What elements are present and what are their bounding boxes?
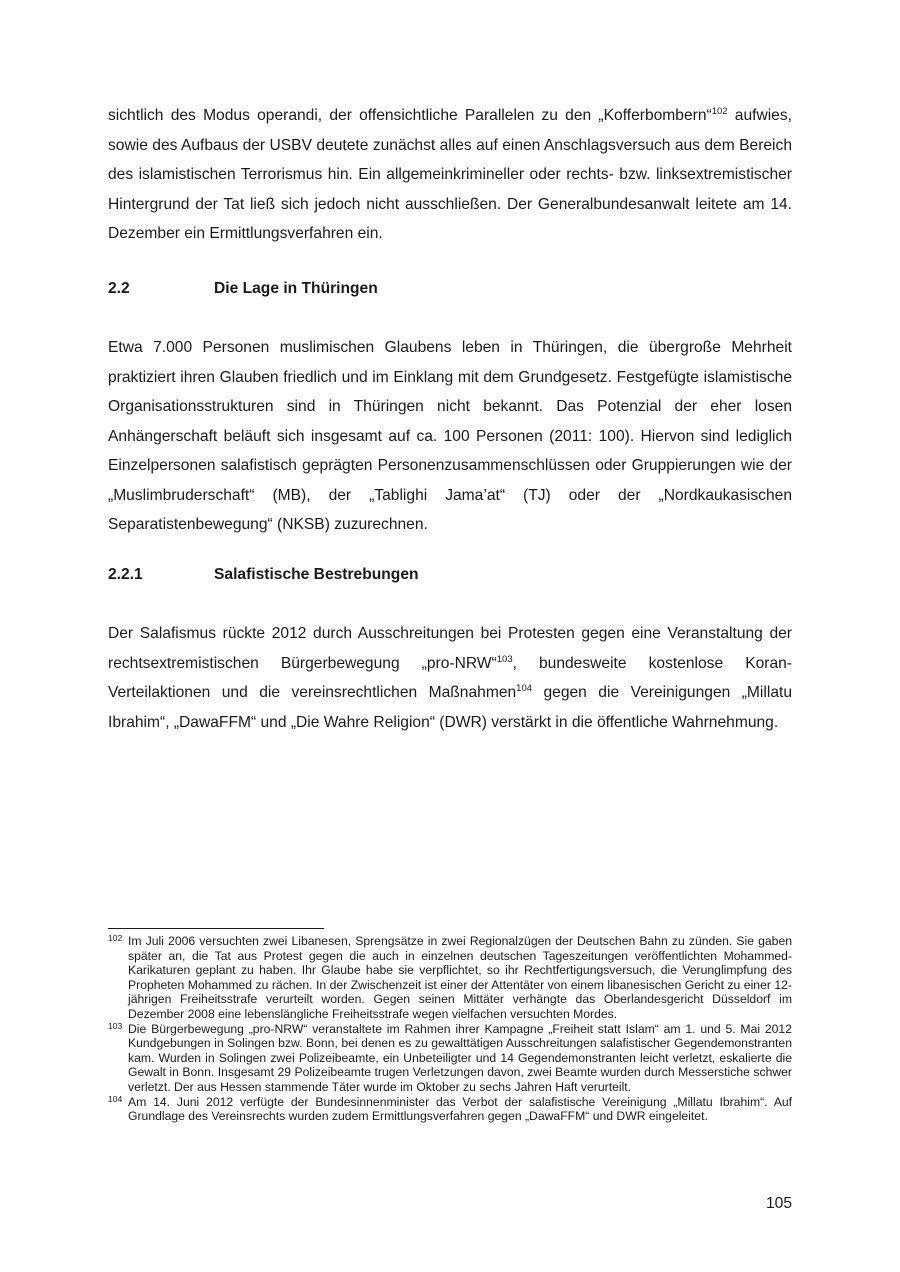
footnote-102 <box>108 934 792 1022</box>
paragraph-salafismus <box>108 619 792 737</box>
footnote-text: Die Bürgerbewegung „pro-NRW“ veranstaltete im Rahmen ihrer Kampagne „Freiheit statt Islam“ am 1. und 5. Mai 2012 Kundgebungen in Solingen bzw. Bonn, bei denen es zu gewalttätigen Ausschreitungen salafistischer Gegendemonstranten kam. Wurden in Solingen zwei Polizeibeamte, ein Unbeteiligter und 14 Gegendemonstranten leicht verletzt, eskalierte die Gewalt in Bonn. Insgesamt 29 Polizeibeamte trugen Verletzungen davon, zwei Beamte wurden durch Messerstiche schwer verletzt. Der aus Hessen stammende Täter wurde im Oktober zu sechs Jahren Haft verurteilt. <box>128 1021 792 1094</box>
footnote-number: 102 <box>108 933 123 943</box>
section-heading-2-2-1 <box>108 566 419 584</box>
paragraph-text: aufwies, sowie des Aufbaus der USBV deutete zunächst alles auf einen Anschlagsversuch aus dem Bereich des islamistischen Terrorismus hin. Ein allgemeinkrimineller oder rechts- bzw. linksextremistischer Hintergrund der Tat ließ sich jedoch nicht ausschließen. Der Generalbundesanwalt leitete am 14. Dezember ein Ermittlungsverfahren ein. <box>108 107 792 242</box>
footnote-reference-104[interactable]: 104 <box>516 682 533 694</box>
section-number: 2.2.1 <box>108 566 143 583</box>
footnote-reference-102[interactable]: 102 <box>711 105 728 117</box>
section-title: Salafistische Bestrebungen <box>214 566 419 583</box>
footnote-separator <box>108 928 324 929</box>
paragraph-text: Der Salafismus rückte 2012 durch Ausschreitungen bei Protesten gegen eine Veranstaltung der rechtsextremistischen Bürgerbewegung „pro-NRW“ <box>108 625 792 672</box>
paragraph-text: , bundesweite kostenlose Koran-Verteilaktionen und die vereinsrechtlichen Maßnahmen <box>108 654 793 701</box>
paragraph-lage-thueringen <box>108 333 792 540</box>
paragraph-text: Etwa 7.000 Personen muslimischen Glaubens leben in Thüringen, die übergroße Mehrheit praktiziert ihren Glauben friedlich und im Einklang mit dem Grundgesetz. Festgefügte islamistische Organisationsstrukturen sind in Thüringen nicht bekannt. Das Potenzial der eher losen Anhängerschaft beläuft sich insgesamt auf ca. 100 Personen (2011: 100). Hiervon sind lediglich Einzelpersonen salafistisch geprägten Personenzusammenschlüssen oder Gruppierungen wie der „Muslimbruderschaft“ (MB), der „Tablighi Jama’at“ (TJ) oder der „Nordkaukasischen Separatistenbewegung“ (NKSB) zuzurechnen. <box>108 339 792 533</box>
footnote-text: Im Juli 2006 versuchten zwei Libanesen, Sprengsätze in zwei Regionalzügen der Deutschen Bahn zu zünden. Sie gaben später an, die Tat aus Protest gegen die auch in einzelnen deutschen Tageszeitungen veröffentlichten Mohammed-Karikaturen geplant zu haben. Ihr Glaube habe sie verpflichtet, so ihr Rechtfertigungsversuch, die Verunglimpfung des Propheten Mohammed zu rächen. In der Zwischenzeit ist einer der Attentäter von einem libanesischen Gericht zu einer 12-jährigen Freiheitsstrafe verurteilt worden. Gegen seinen Mittäter verhängte das Oberlandesgericht Düsseldorf im Dezember 2008 eine lebenslängliche Freiheitsstrafe wegen vielfachen versuchten Mordes. <box>128 934 792 1021</box>
footnotes <box>108 934 792 1124</box>
section-number: 2.2 <box>108 280 130 297</box>
footnote-number: 104 <box>108 1093 123 1104</box>
paragraph-modus-operandi <box>108 101 792 249</box>
footnote-reference-103[interactable]: 103 <box>496 653 513 665</box>
footnote-text: Am 14. Juni 2012 verfügte der Bundesinnenminister das Verbot der salafistische Vereinigung „Millatu Ibrahim“. Auf Grundlage des Vereinsrechts wurden zudem Ermittlungsverfahren gegen „DawaFFM“ und DWR eingeleitet. <box>128 1094 792 1124</box>
footnote-104 <box>108 1095 792 1124</box>
page-number: 105 <box>765 1195 792 1212</box>
footnote-number: 103 <box>108 1020 123 1031</box>
footnote-103 <box>108 1022 792 1095</box>
section-heading-2-2 <box>108 280 378 298</box>
section-title: Die Lage in Thüringen <box>214 280 378 297</box>
paragraph-text: gegen die Vereinigungen „Millatu Ibrahim“, „DawaFFM“ und „Die Wahre Religion“ (DWR) verstärkt in die öffentliche Wahrnehmung. <box>108 684 792 731</box>
paragraph-text: sichtlich des Modus operandi, der offensichtliche Parallelen zu den „Kofferbombern“ <box>108 107 712 124</box>
